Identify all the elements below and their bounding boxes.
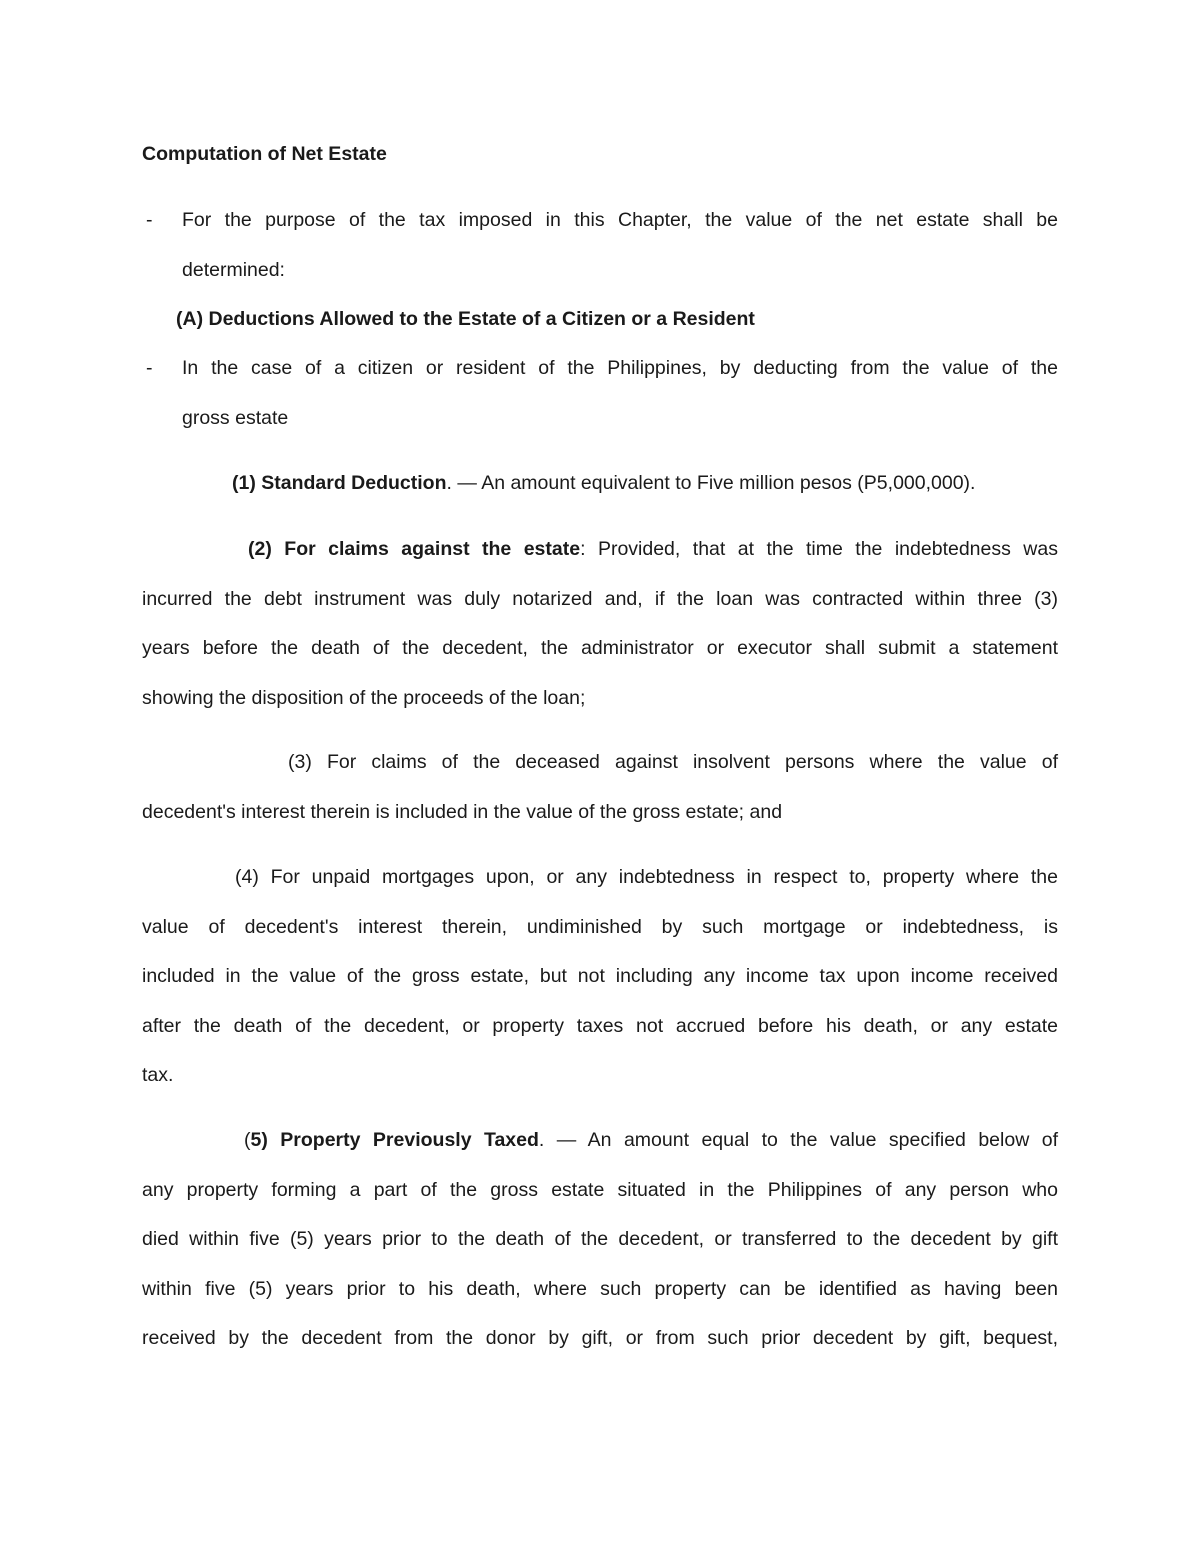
item-2-line-1 (142, 525, 1058, 575)
item-4-line-5: tax. (142, 1064, 174, 1086)
item-5-property-previously-taxed (142, 1116, 1058, 1364)
item-4-line-2: value of decedent's interest therein, undiminished by such mortgage or indebtedness, is (142, 915, 1058, 938)
intro-line-2: determined: (182, 258, 285, 281)
item-4-line-4: after the death of the decedent, or property taxes not accrued before his death, or any estate (142, 1014, 1058, 1037)
item-3-line-2: decedent's interest therein is included in the value of the gross estate; and (142, 800, 783, 823)
item-2-heading: (2) For claims against the estate (248, 538, 581, 560)
intro-line-1: For the purpose of the tax imposed in this Chapter, the value of the net estate shall be (182, 209, 1058, 231)
item-5-line-1 (142, 1116, 1058, 1166)
case-line-2: gross estate (182, 406, 289, 429)
item-4-line-3: included in the value of the gross estate, but not including any income tax upon income received (142, 965, 1058, 987)
item-3-claims-insolvent-persons (142, 738, 1058, 837)
case-line-1: In the case of a citizen or resident of the Philippines, by deducting from the value of the (182, 357, 1058, 379)
document-title: Computation of Net Estate (142, 143, 387, 165)
item-2-line-4: showing the disposition of the proceeds of the loan; (142, 686, 586, 709)
item-5-line-5: received by the decedent from the donor by gift, or from such prior decedent by gift, bequest, (142, 1327, 1058, 1349)
item-1-text: . — An amount equivalent to Five million pesos (P5,000,000). (446, 472, 976, 494)
item-2-line-3: years before the death of the decedent, the administrator or executor shall submit a statement (142, 637, 1058, 659)
bullet-dash: - (146, 209, 153, 231)
item-3-line-1: (3) For claims of the deceased against insolvent persons where the value of (288, 751, 1058, 773)
item-2-text: : Provided, that at the time the indebtedness was (580, 538, 1058, 560)
bullet-dash: - (146, 357, 153, 379)
intro-paragraph (182, 196, 1058, 295)
item-5-heading: 5) Property Previously Taxed (250, 1129, 539, 1151)
item-2-claims-against-estate (142, 525, 1058, 723)
item-4-line-1: (4) For unpaid mortgages upon, or any indebtedness in respect to, property where the (235, 866, 1058, 888)
item-5-text: . — An amount equal to the value specified below of (538, 1129, 1058, 1151)
case-paragraph (182, 344, 1058, 443)
item-2-line-2: incurred the debt instrument was duly notarized and, if the loan was contracted within three (3) (142, 587, 1058, 610)
item-5-line-3: died within five (5) years prior to the death of the decedent, or transferred to the decedent by gift (142, 1228, 1058, 1250)
section-a-heading: (A) Deductions Allowed to the Estate of a Citizen or a Resident (176, 308, 755, 330)
item-1-heading: (1) Standard Deduction (232, 472, 447, 494)
item-5-line-2: any property forming a part of the gross estate situated in the Philippines of any person who (142, 1178, 1058, 1201)
item-1-standard-deduction (232, 459, 975, 509)
item-4-unpaid-mortgages (142, 853, 1058, 1101)
item-5-open-paren: ( (244, 1129, 251, 1151)
item-5-line-4: within five (5) years prior to his death, where such property can be identified as having been (142, 1277, 1058, 1300)
